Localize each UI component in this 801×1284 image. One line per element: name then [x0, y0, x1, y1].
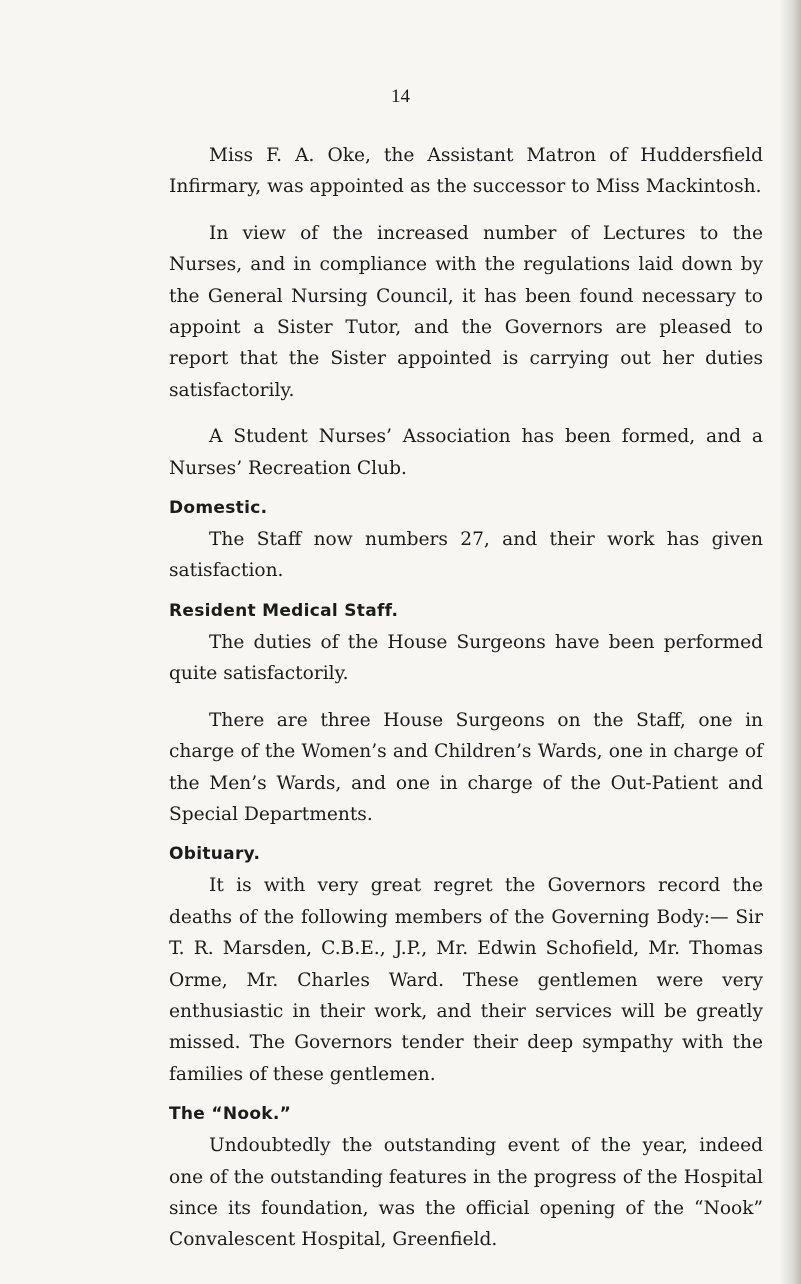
- intro-paragraph-2: In view of the increased number of Lectures to the Nurses, and in compliance with the regulations laid down by the General Nursing Council, it has been found necessary to appoint a Sister Tutor, and the Governors are pleased to report that the Sister appointed is carrying out her duties satisfactorily.: [169, 222, 763, 401]
- intro-paragraph-3: A Student Nurses’ Association has been formed, and a Nurses’ Recreation Club.: [169, 426, 763, 479]
- obituary-heading: Obituary.: [169, 844, 261, 865]
- intro-paragraph-1: Miss F. A. Oke, the Assistant Matron of Huddersfield Infirmary, was appointed as the successor to Miss Mackintosh.: [169, 145, 763, 198]
- nook-heading: The “Nook.”: [169, 1104, 292, 1125]
- page-body: [169, 140, 763, 1271]
- obituary-paragraph: It is with very great regret the Governors record the deaths of the following members of the Governing Body:— Sir T. R. Marsden, C.B.E., J.P., Mr. Edwin Schofield, Mr. Thomas Orme, Mr. Charles Ward. These gentlemen were very enthusiastic in their work, and their services will be greatly missed. The Governors tender their deep sympathy with the families of these gentlemen.: [169, 875, 763, 1085]
- domestic-heading: Domestic.: [169, 498, 268, 519]
- page-edge-shadow: [779, 0, 801, 1284]
- resident-paragraph-1: The duties of the House Surgeons have been performed quite satisfactorily.: [169, 631, 763, 685]
- domestic-paragraph: The Staff now numbers 27, and their work has given satisfaction.: [169, 529, 763, 582]
- nook-paragraph: Undoubtedly the outstanding event of the year, indeed one of the outstanding features in the progress of the Hospital since its foundation, was the official opening of the “Nook” Convalescent Hospital, Greenfield.: [169, 1135, 763, 1251]
- resident-paragraph-2: There are three House Surgeons on the Staff, one in charge of the Women’s and Children’s Wards, one in charge of the Men’s Wards, and one in charge of the Out-Patient and Special Departments.: [169, 709, 763, 825]
- page-number: 14: [391, 86, 410, 107]
- resident-medical-staff-heading: Resident Medical Staff.: [169, 600, 399, 621]
